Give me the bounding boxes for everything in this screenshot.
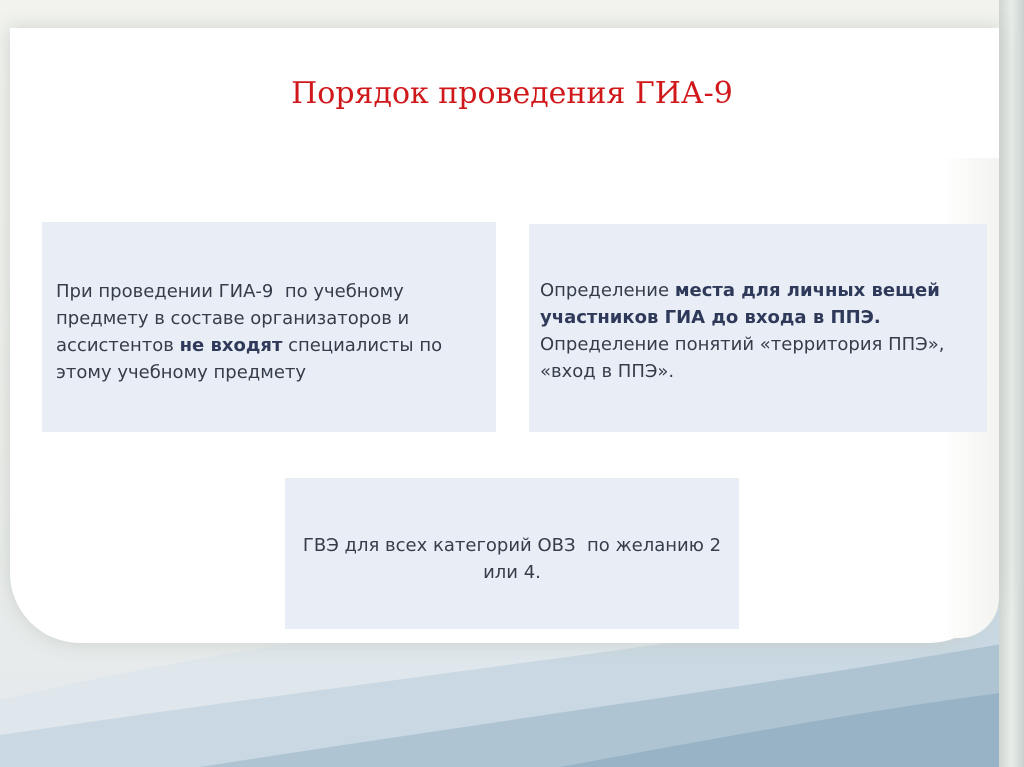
info-text: Определение [540, 280, 675, 301]
info-box-personal-items [529, 224, 987, 432]
right-edge-bar [999, 0, 1024, 767]
info-text-emphasis: места для личных вещей участников ГИА до входа в ППЭ. [540, 280, 947, 328]
slide-title: Порядок проведения ГИА-9 [291, 76, 733, 111]
info-box-gve [285, 478, 739, 629]
info-text: При проведении ГИА-9 по учебному предмету в составе организаторов и ассистентов [56, 281, 415, 356]
info-text-emphasis: не входят [179, 335, 283, 356]
info-box-organizers [42, 222, 496, 432]
info-text: ГВЭ для всех категорий ОВЗ по желанию 2 или 4. [302, 535, 727, 583]
info-text: специалисты по этому учебному предмету [56, 335, 448, 383]
info-text: Определение понятий «территория ППЭ», «вход в ППЭ». [540, 307, 951, 382]
